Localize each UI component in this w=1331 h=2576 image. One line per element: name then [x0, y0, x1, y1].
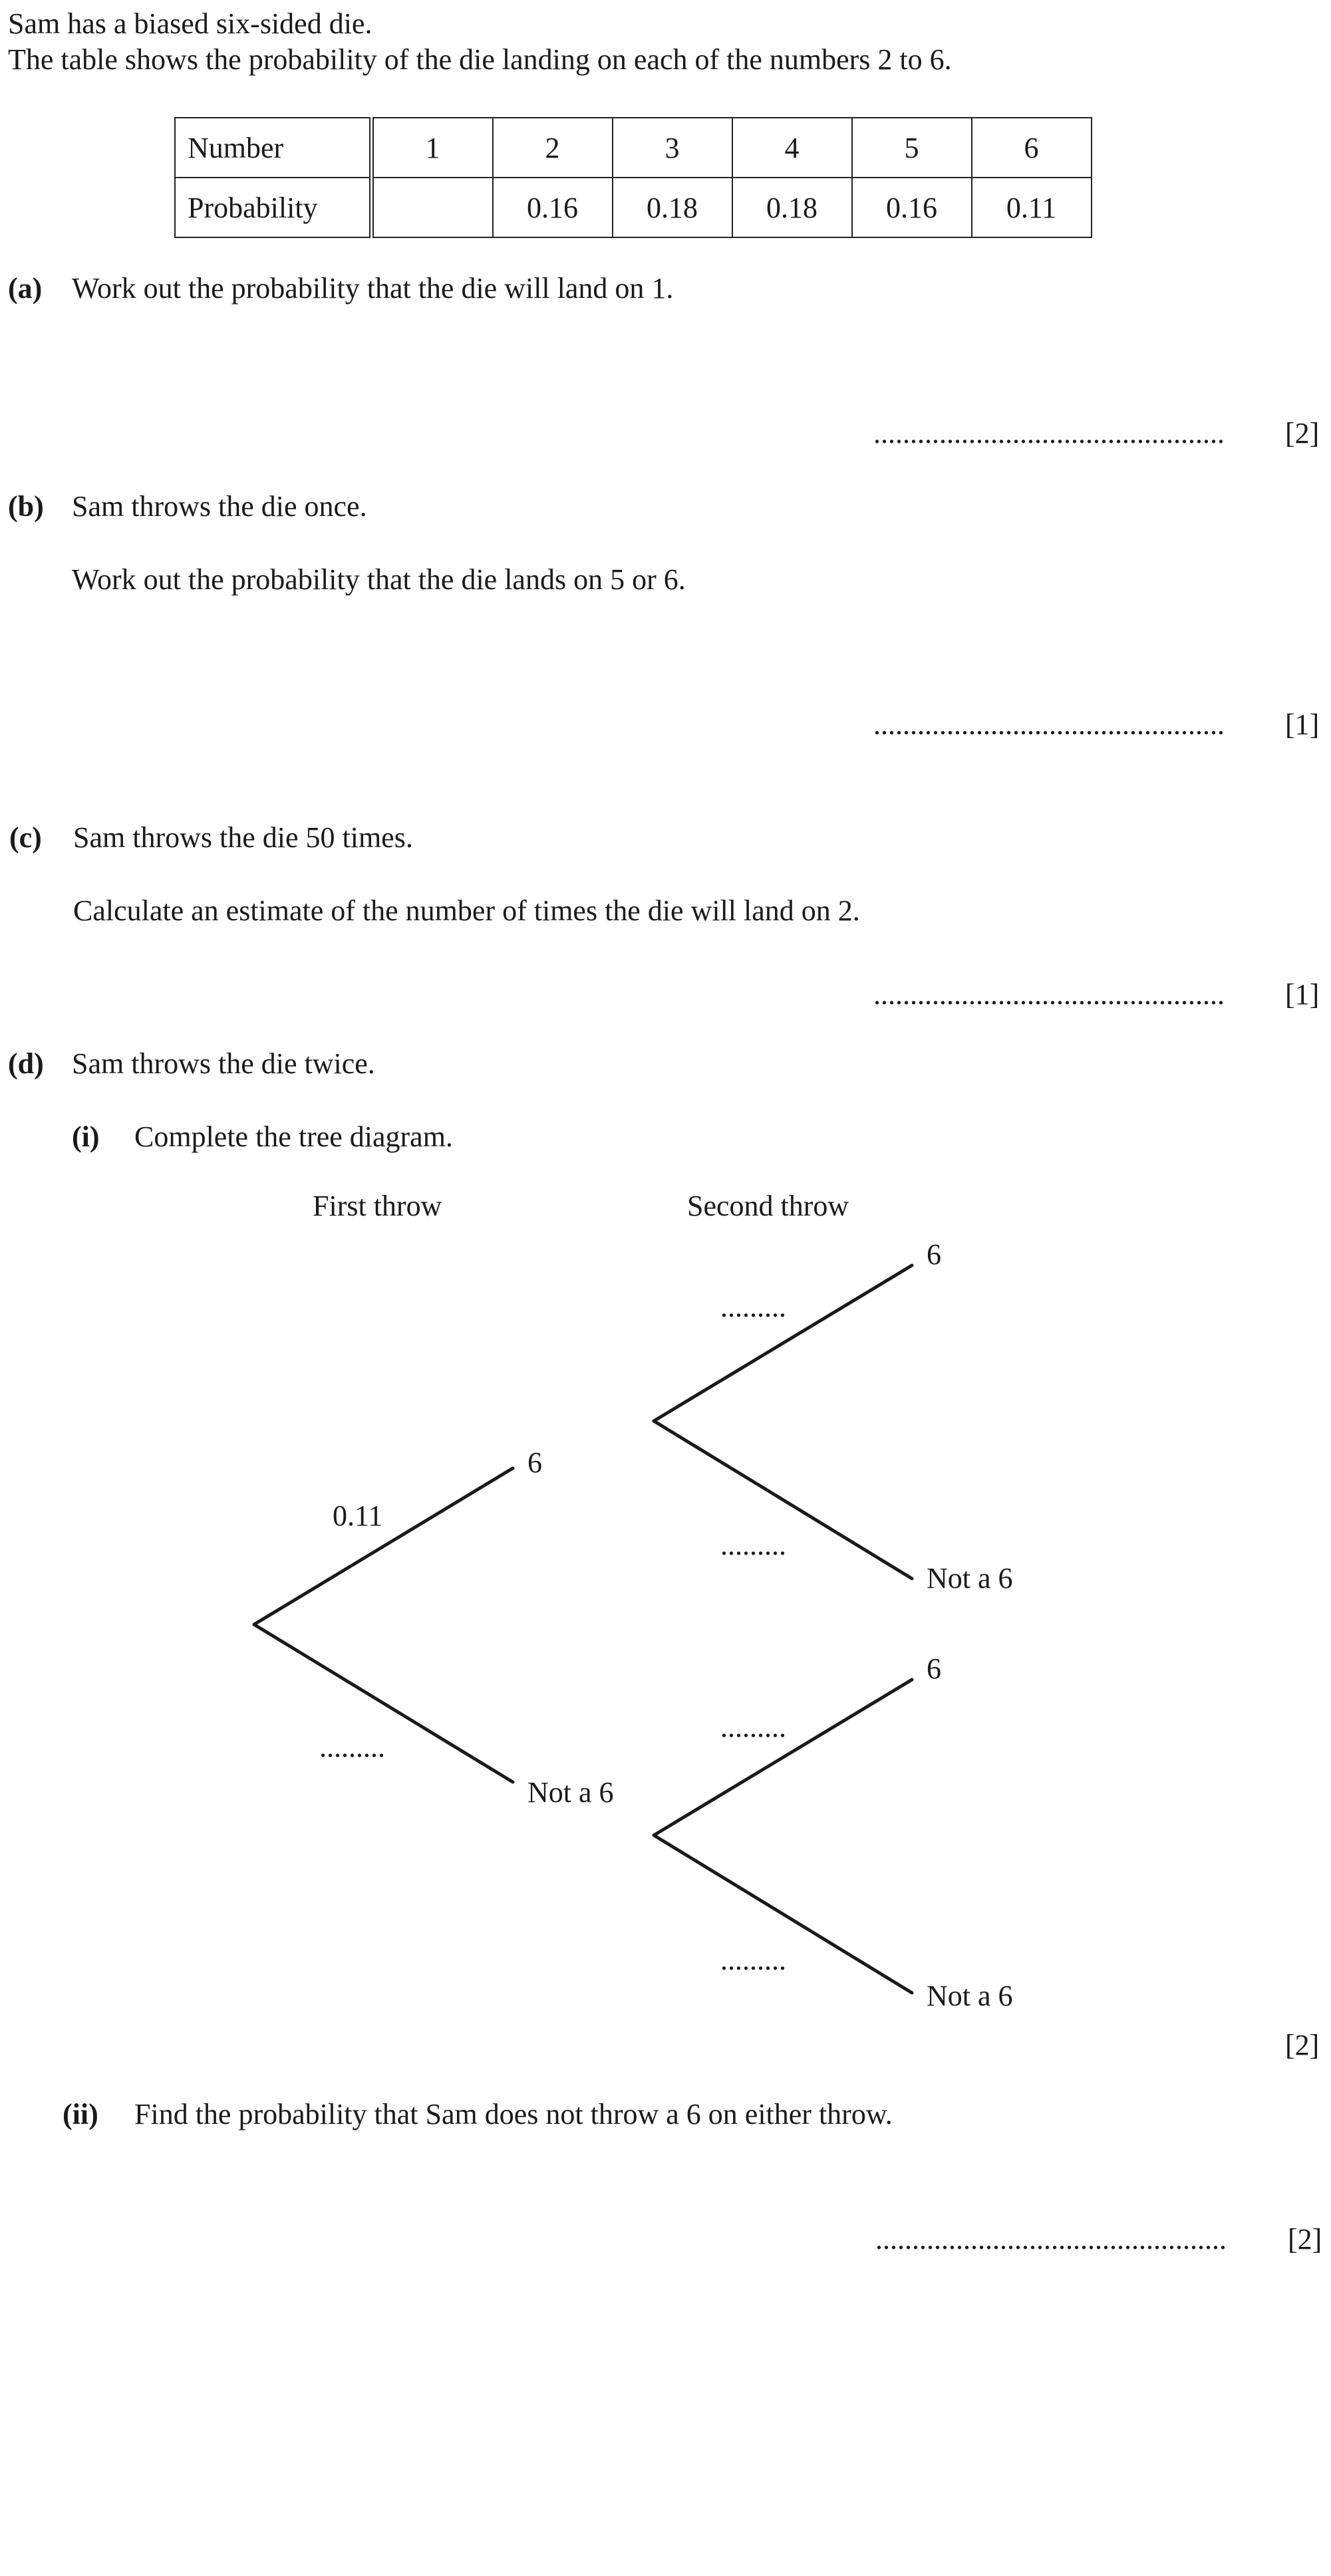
table-cell-number-1: 1: [371, 118, 493, 178]
tree-first-not-6-blank[interactable]: .........: [319, 1731, 385, 1763]
table-cell-number-2: 2: [493, 118, 613, 178]
branch-6-then-6: [654, 1265, 912, 1421]
tree-second-throw-heading: Second throw: [687, 1190, 849, 1222]
part-d-question: Sam throws the die twice.: [72, 1047, 375, 1080]
part-c-answer-line[interactable]: ................................................: [873, 978, 1225, 1011]
intro-line-2: The table shows the probability of the die landing on each of the numbers 2 to 6.: [8, 43, 952, 76]
branch-not-6-then-6: [654, 1680, 912, 1835]
part-b-question-1: Sam throws the die once.: [72, 490, 367, 523]
part-d-i-marks: [2]: [1285, 2029, 1320, 2061]
table-cell-number-6: 6: [972, 118, 1092, 178]
part-d-i-question: Complete the tree diagram.: [134, 1120, 453, 1153]
part-b-question-2: Work out the probability that the die lands on 5 or 6.: [72, 563, 686, 596]
table-cell-prob-4: 0.18: [732, 178, 852, 237]
tree-outcome-6-6: 6: [927, 1238, 941, 1271]
tree-outcome-not-6-not-6: Not a 6: [927, 1980, 1013, 2012]
part-b-answer-line[interactable]: ................................................: [873, 708, 1225, 741]
part-d-ii-answer-line[interactable]: ................................................: [875, 2223, 1227, 2255]
part-c-question-1: Sam throws the die 50 times.: [73, 821, 413, 854]
part-a-answer-line[interactable]: ................................................: [873, 417, 1225, 450]
tree-not-6-not-6-blank[interactable]: .........: [720, 1944, 786, 1976]
part-d-ii-label: (ii): [63, 2098, 98, 2130]
tree-not-6-6-blank[interactable]: .........: [720, 1711, 786, 1743]
part-d-ii-question: Find the probability that Sam does not throw a 6 on either throw.: [134, 2098, 893, 2130]
tree-6-not-6-blank[interactable]: .........: [720, 1529, 786, 1561]
part-a-question: Work out the probability that the die will land on 1.: [72, 272, 674, 305]
part-a-marks: [2]: [1285, 417, 1320, 450]
table-cell-number-4: 4: [732, 118, 852, 178]
part-c-marks: [1]: [1285, 978, 1320, 1011]
tree-first-6-probability: 0.11: [333, 1499, 383, 1532]
tree-outcome-6-not-6: Not a 6: [927, 1562, 1013, 1595]
part-c-question-2: Calculate an estimate of the number of times the die will land on 2.: [73, 894, 860, 927]
part-c-label: (c): [9, 821, 42, 854]
table-cell-prob-5: 0.16: [852, 178, 972, 237]
part-d-i-label: (i): [72, 1120, 100, 1153]
part-d-ii-marks: [2]: [1288, 2223, 1322, 2255]
intro-line-1: Sam has a biased six-sided die.: [8, 7, 372, 40]
table-cell-number-3: 3: [613, 118, 732, 178]
tree-outcome-not-6-6: 6: [927, 1652, 941, 1685]
tree-first-throw-heading: First throw: [313, 1190, 442, 1222]
table-header-number: Number: [175, 118, 371, 178]
table-cell-number-5: 5: [852, 118, 972, 178]
branch-first-6: [254, 1468, 513, 1624]
tree-outcome-first-not-6: Not a 6: [527, 1776, 614, 1809]
part-b-label: (b): [8, 490, 44, 523]
table-header-probability: Probability: [175, 178, 371, 237]
table-cell-prob-6: 0.11: [972, 178, 1092, 237]
tree-6-6-blank[interactable]: .........: [720, 1291, 786, 1323]
table-cell-prob-2: 0.16: [493, 178, 613, 237]
table-cell-prob-3: 0.18: [613, 178, 732, 237]
part-b-marks: [1]: [1285, 708, 1320, 741]
part-a-label: (a): [8, 272, 43, 305]
tree-outcome-first-6: 6: [527, 1446, 542, 1479]
part-d-label: (d): [8, 1047, 44, 1080]
